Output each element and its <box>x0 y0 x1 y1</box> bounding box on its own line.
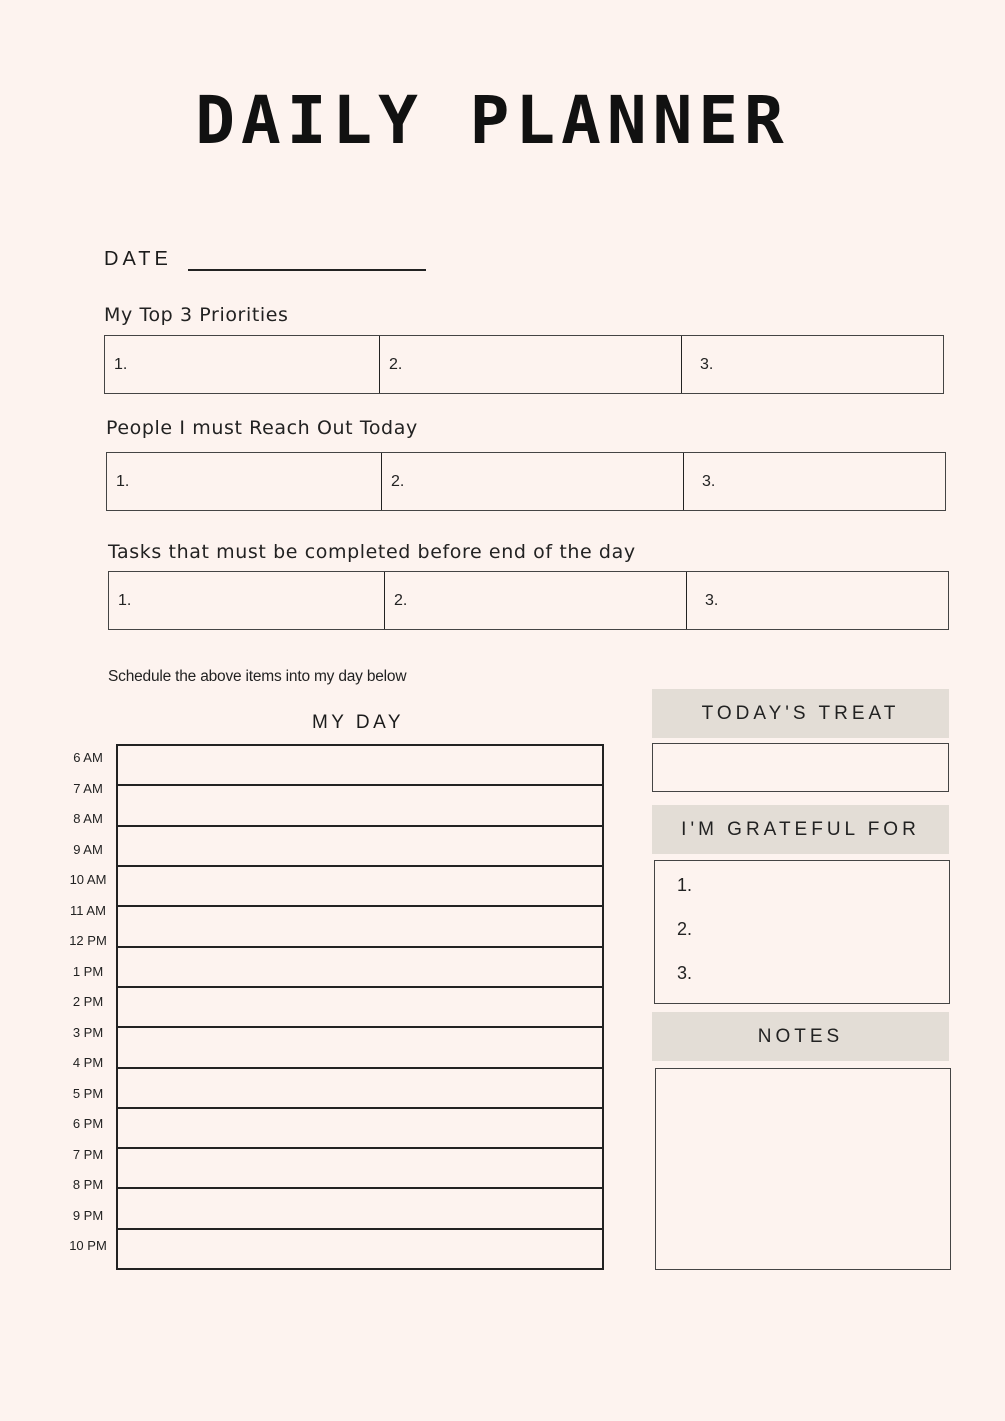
treat-header: TODAY'S TREAT <box>652 689 949 738</box>
schedule-grid <box>116 744 604 1270</box>
notes-header: NOTES <box>652 1012 949 1061</box>
time-label: 4 PM <box>72 1055 104 1070</box>
date-row <box>104 248 426 271</box>
time-label: 1 PM <box>72 963 104 979</box>
time-label: 12 PM <box>69 933 107 948</box>
grateful-item-3: 3. <box>677 963 693 983</box>
schedule-row[interactable] <box>118 905 602 945</box>
time-label: 10 PM <box>69 1238 107 1253</box>
tasks-boxes <box>108 571 949 630</box>
priority-box-2[interactable]: 2. <box>379 336 681 393</box>
grateful-item-2: 2. <box>677 919 693 939</box>
page-title: DAILY PLANNER <box>195 82 790 159</box>
schedule-row[interactable] <box>118 784 602 824</box>
schedule-row[interactable] <box>118 1067 602 1107</box>
people-label: People I must Reach Out Today <box>106 417 418 439</box>
time-label: 9 AM <box>73 841 103 857</box>
people-box-3[interactable]: 3. <box>683 453 945 510</box>
tasks-label: Tasks that must be completed before end of the day <box>108 541 636 563</box>
time-label: 7 PM <box>72 1146 104 1162</box>
treat-box[interactable] <box>652 743 949 792</box>
time-label: 7 AM <box>73 780 103 796</box>
grateful-box[interactable] <box>654 860 950 1004</box>
people-box-1[interactable]: 1. <box>116 472 130 490</box>
time-labels <box>58 750 118 1269</box>
grateful-item-1: 1. <box>677 875 693 895</box>
time-label: 6 AM <box>73 750 103 765</box>
schedule-row[interactable] <box>118 986 602 1026</box>
schedule-row[interactable] <box>118 1147 602 1187</box>
time-label: 2 PM <box>72 994 104 1009</box>
priority-box-1[interactable]: 1. <box>114 355 128 373</box>
time-label: 9 PM <box>72 1207 104 1223</box>
priorities-boxes <box>104 335 944 394</box>
task-box-3[interactable]: 3. <box>686 572 948 629</box>
schedule-row[interactable] <box>118 946 602 986</box>
date-field[interactable] <box>188 251 426 271</box>
notes-box[interactable] <box>655 1068 951 1270</box>
schedule-row[interactable] <box>118 825 602 865</box>
time-label: 11 AM <box>70 902 106 918</box>
date-label: DATE <box>104 248 172 270</box>
my-day-title: MY DAY <box>311 712 405 733</box>
schedule-row[interactable] <box>118 1026 602 1066</box>
time-label: 10 AM <box>69 872 107 887</box>
people-box-2[interactable]: 2. <box>381 453 683 510</box>
priority-box-3[interactable]: 3. <box>681 336 943 393</box>
time-label: 3 PM <box>72 1024 104 1040</box>
task-box-1[interactable]: 1. <box>118 591 132 609</box>
priorities-label: My Top 3 Priorities <box>104 304 289 326</box>
time-label: 6 PM <box>72 1116 104 1131</box>
schedule-row[interactable] <box>118 1228 602 1268</box>
schedule-row[interactable] <box>118 1187 602 1227</box>
schedule-row[interactable] <box>118 746 602 784</box>
schedule-row[interactable] <box>118 1107 602 1147</box>
task-box-2[interactable]: 2. <box>384 572 686 629</box>
grateful-header: I'M GRATEFUL FOR <box>652 805 949 854</box>
schedule-note: Schedule the above items into my day below <box>108 668 407 685</box>
schedule-row[interactable] <box>118 865 602 905</box>
time-label: 5 PM <box>72 1085 104 1101</box>
time-label: 8 PM <box>72 1177 104 1192</box>
people-boxes <box>106 452 946 511</box>
time-label: 8 AM <box>73 811 103 826</box>
